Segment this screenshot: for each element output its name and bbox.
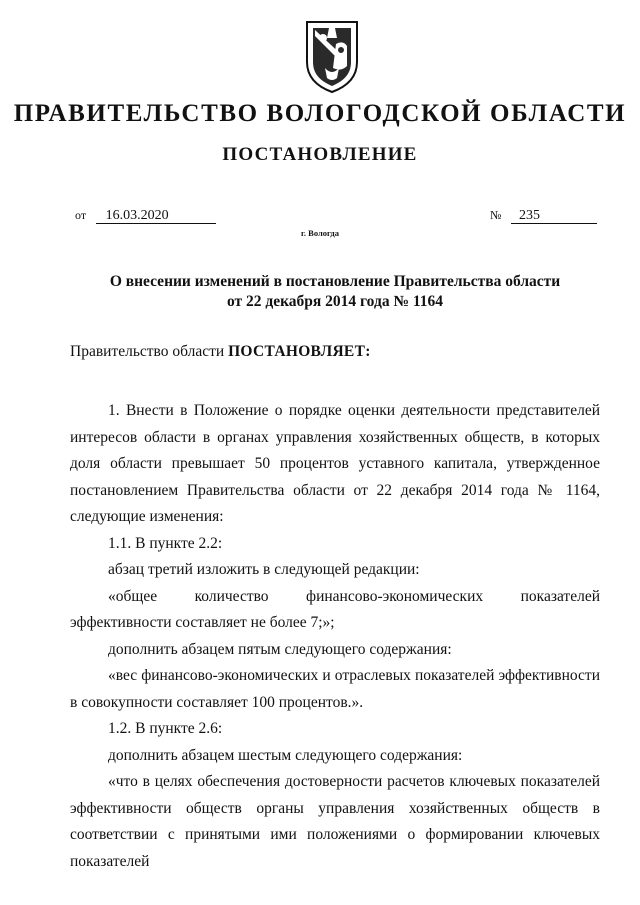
city-label: г. Вологда bbox=[301, 228, 339, 238]
paragraph-quote-1: «общее количество финансово-экономических показателей эффективности составляет не более 7;»; bbox=[70, 587, 600, 631]
paragraph-abz-5: дополнить абзацем пятым следующего содержания: bbox=[108, 640, 452, 658]
subject-line-1: О внесении изменений в постановление Правительства области bbox=[109, 273, 561, 290]
date-field bbox=[75, 208, 216, 224]
paragraph-quote-2: «вес финансово-экономических и отраслевых показателей эффективности в совокупности составляет 100 процентов.». bbox=[70, 667, 600, 711]
document-type: ПОСТАНОВЛЕНИЕ bbox=[222, 144, 418, 165]
date-label: от bbox=[75, 208, 87, 222]
number-field bbox=[490, 208, 597, 224]
government-title: ПРАВИТЕЛЬСТВО ВОЛОГОДСКОЙ ОБЛАСТИ bbox=[13, 100, 627, 127]
decree-keyword: ПОСТАНОВЛЯЕТ: bbox=[228, 343, 371, 360]
paragraph-abz-6: дополнить абзацем шестым следующего содержания: bbox=[108, 746, 463, 764]
paragraph-quote-3: «что в целях обеспечения достоверности расчетов ключевых показателей эффективности обществ органы управления хозяйственных обществ в соответствии с принятыми ими положениями о формировании ключевых показателей bbox=[70, 773, 600, 870]
vologda-coat-of-arms-icon bbox=[303, 18, 361, 94]
document-subject bbox=[60, 272, 610, 312]
document-body bbox=[70, 342, 600, 875]
paragraph-abz-3: абзац третий изложить в следующей редакции: bbox=[108, 561, 420, 578]
number-label: № bbox=[490, 208, 502, 222]
paragraph-1-2: 1.2. В пункте 2.6: bbox=[108, 720, 223, 737]
decree-line bbox=[70, 342, 600, 362]
decree-prefix: Правительство области bbox=[70, 343, 229, 360]
date-value: 16.03.2020 bbox=[96, 209, 216, 224]
number-value: 235 bbox=[511, 209, 597, 224]
paragraph-1-1: 1.1. В пункте 2.2: bbox=[108, 534, 223, 552]
subject-line-2: от 22 декабря 2014 года № 1164 bbox=[226, 293, 444, 310]
paragraph-1: 1. Внести в Положение о порядке оценки деятельности представителей интересов области в органах управления хозяйственных обществ, в которых доля области превышает 50 процентов уставного капитала, утвержденное постановлением Правительства области от 22 декабря 2014 года № 1164, следующие изменения: bbox=[70, 402, 600, 525]
